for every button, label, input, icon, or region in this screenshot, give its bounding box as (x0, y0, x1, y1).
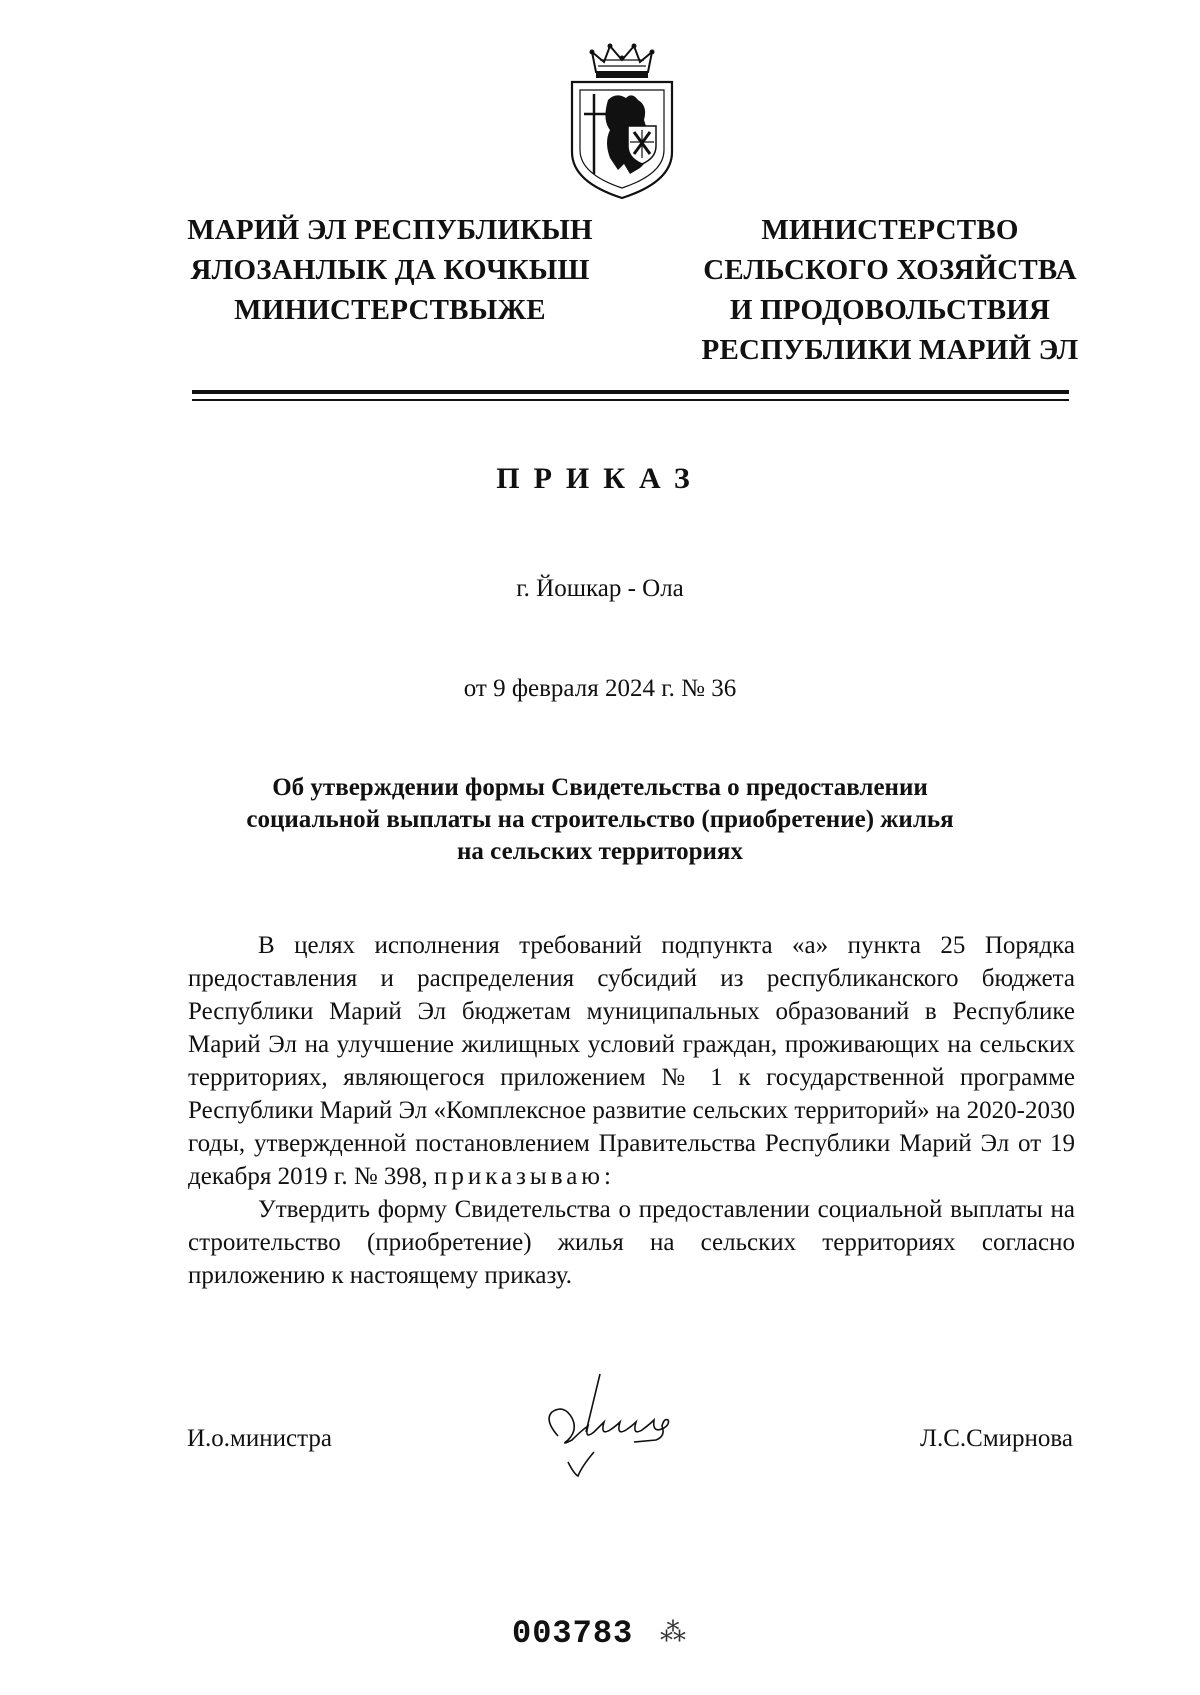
header-left-line: МАРИЙ ЭЛ РЕСПУБЛИКЫН (187, 214, 593, 246)
body-paragraph-1 (188, 929, 1075, 1193)
header-mari-name (160, 210, 620, 330)
subject-line: на сельских территориях (457, 838, 743, 865)
signatory-role: И.о.министра (187, 1425, 332, 1452)
header-left-line: ЯЛОЗАНЛЫК ДА КОЧКЫШ (190, 254, 590, 286)
document-city: г. Йошкар - Ола (516, 575, 684, 602)
header-left-line: МИНИСТЕРСТВЫЖЕ (234, 294, 546, 326)
subject-line: социальной выплаты на строительство (приобретение) жилья (246, 806, 954, 833)
body-paragraph-2: Утвердить форму Свидетельства о предоставлении социальной выплаты на строительство (приобретение) жилья на сельских территориях согласно приложению к настоящему приказу. (188, 1196, 1075, 1289)
document-subject (150, 772, 1050, 868)
header-divider-thick (192, 390, 1069, 394)
document-body (188, 929, 1075, 1292)
body-order-word: приказываю: (433, 1163, 615, 1190)
registration-number: 003783 (512, 1615, 634, 1652)
document-date-number: от 9 февраля 2024 г. № 36 (463, 675, 737, 702)
header-right-line: СЕЛЬСКОГО ХОЗЯЙСТВА (703, 254, 1077, 286)
handwritten-signature (538, 1370, 698, 1500)
signatory-name: Л.С.Смирнова (920, 1425, 1073, 1452)
body-paragraph-1-text: В целях исполнения требований подпункта «а» пункта 25 Порядка предоставления и распределения субсидий из республиканского бюджета Республики Марий Эл бюджетам муниципальных образований в Республике Марий Эл на улучшение жилищных условий граждан, проживающих на сельских территориях, являющегося приложением № 1 к государственной программе Республики Марий Эл «Комплексное развитие сельских территорий» на 2020-2030 годы, утвержденной постановлением Правительства Республики Марий Эл от 19 декабря 2019 г. № 398, (188, 932, 1075, 1190)
header-right-line: МИНИСТЕРСТВО (761, 214, 1019, 246)
header-russian-name (680, 210, 1100, 370)
coat-of-arms-icon (568, 42, 676, 200)
header-right-line: И ПРОДОВОЛЬСТВИЯ (729, 294, 1051, 326)
registration-mark-icon: ⁂ (660, 1618, 686, 1647)
document-type: ПРИКАЗ (496, 462, 704, 495)
header-divider-thin (192, 399, 1069, 401)
subject-line: Об утверждении формы Свидетельства о предоставлении (272, 774, 928, 801)
header-right-line: РЕСПУБЛИКИ МАРИЙ ЭЛ (701, 334, 1079, 366)
